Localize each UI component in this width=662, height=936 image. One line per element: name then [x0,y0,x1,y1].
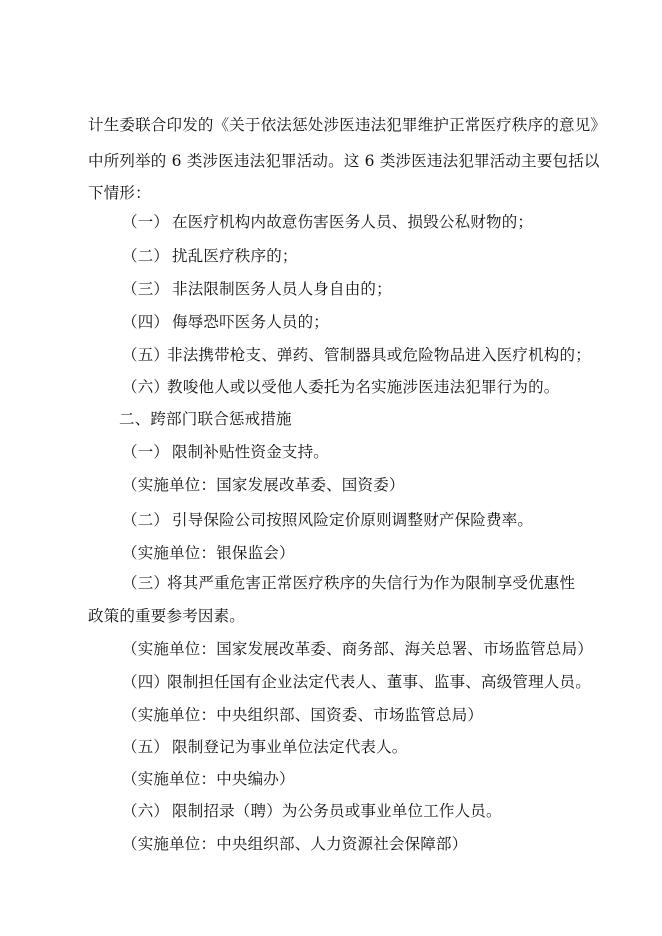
measure-text: 限制担任国有企业法定代表人、董事、监事、高级管理人员。 [167,673,591,691]
measure-unit-5: （实施单位：中央编办） [122,770,295,788]
measure-text: 限制补贴性资金支持。 [172,443,330,461]
situation-item-5 [122,344,642,366]
situation-number: （二） [122,247,170,265]
situation-number: （六） [122,378,170,396]
measure-number: （五） [122,738,170,756]
measure-text: 引导保险公司按照风险定价原则调整财产保险费率。 [172,511,534,529]
situation-number: （一） [122,213,170,231]
measure-unit-1: （实施单位：国家发展改革委、国资委） [122,476,405,494]
measure-unit-4: （实施单位：中央组织部、国资委、市场监管总局） [122,706,484,724]
situation-number: （五） [122,346,170,364]
situation-item-1 [122,211,642,233]
situation-item-2 [122,245,642,267]
measure-item-4 [122,671,642,693]
measure-unit-3: （实施单位：国家发展改革委、商务部、海关总署、市场监管总局） [122,640,594,658]
situation-number: （三） [122,280,170,298]
situation-item-3 [122,278,642,300]
measure-item-1 [122,441,642,463]
measure-text: 将其严重危害正常医疗秩序的失信行为作为限制享受优惠性 [167,574,576,592]
section-heading: 二、跨部门联合惩戒措施 [119,410,292,428]
measure-number: （一） [122,443,170,461]
situation-text: 非法携带枪支、弹药、管制器具或危险物品进入医疗机构的； [167,346,591,364]
measure-number: （二） [122,511,170,529]
measure-number: （四） [122,673,170,691]
measure-number: （六） [122,802,170,820]
measure-unit-6: （实施单位：中央组织部、人力资源社会保障部） [122,835,468,853]
measure-unit-2: （实施单位：银保监会） [122,544,295,562]
paragraph-line-2: 中所列举的 6 类涉医违法犯罪活动。这 6 类涉医违法犯罪活动主要包括以 [88,152,600,170]
situation-text: 侮辱恐吓医务人员的； [172,313,330,331]
situation-text: 在医疗机构内故意伤害医务人员、损毁公私财物的； [172,213,534,231]
measure-item-5 [122,736,642,758]
measure-text: 限制招录（聘）为公务员或事业单位工作人员。 [172,802,502,820]
paragraph-line-1: 计生委联合印发的《关于依法惩处涉医违法犯罪维护正常医疗秩序的意见》 [88,116,607,134]
measure-item-6 [122,800,642,822]
situation-text: 扰乱医疗秩序的； [172,247,298,265]
measure-item-2 [122,509,642,531]
paragraph-line-3: 下情形： [88,184,151,202]
situation-item-4 [122,311,642,333]
measure-number: （三） [122,574,170,592]
measure-item-3 [122,572,642,594]
situation-text: 非法限制医务人员人身自由的； [172,280,392,298]
situation-number: （四） [122,313,170,331]
measure-item-3-continuation: 政策的重要参考因素。 [88,607,246,625]
measure-text: 限制登记为事业单位法定代表人。 [172,738,408,756]
situation-item-6 [122,376,642,398]
situation-text: 教唆他人或以受他人委托为名实施涉医违法犯罪行为的。 [167,378,560,396]
